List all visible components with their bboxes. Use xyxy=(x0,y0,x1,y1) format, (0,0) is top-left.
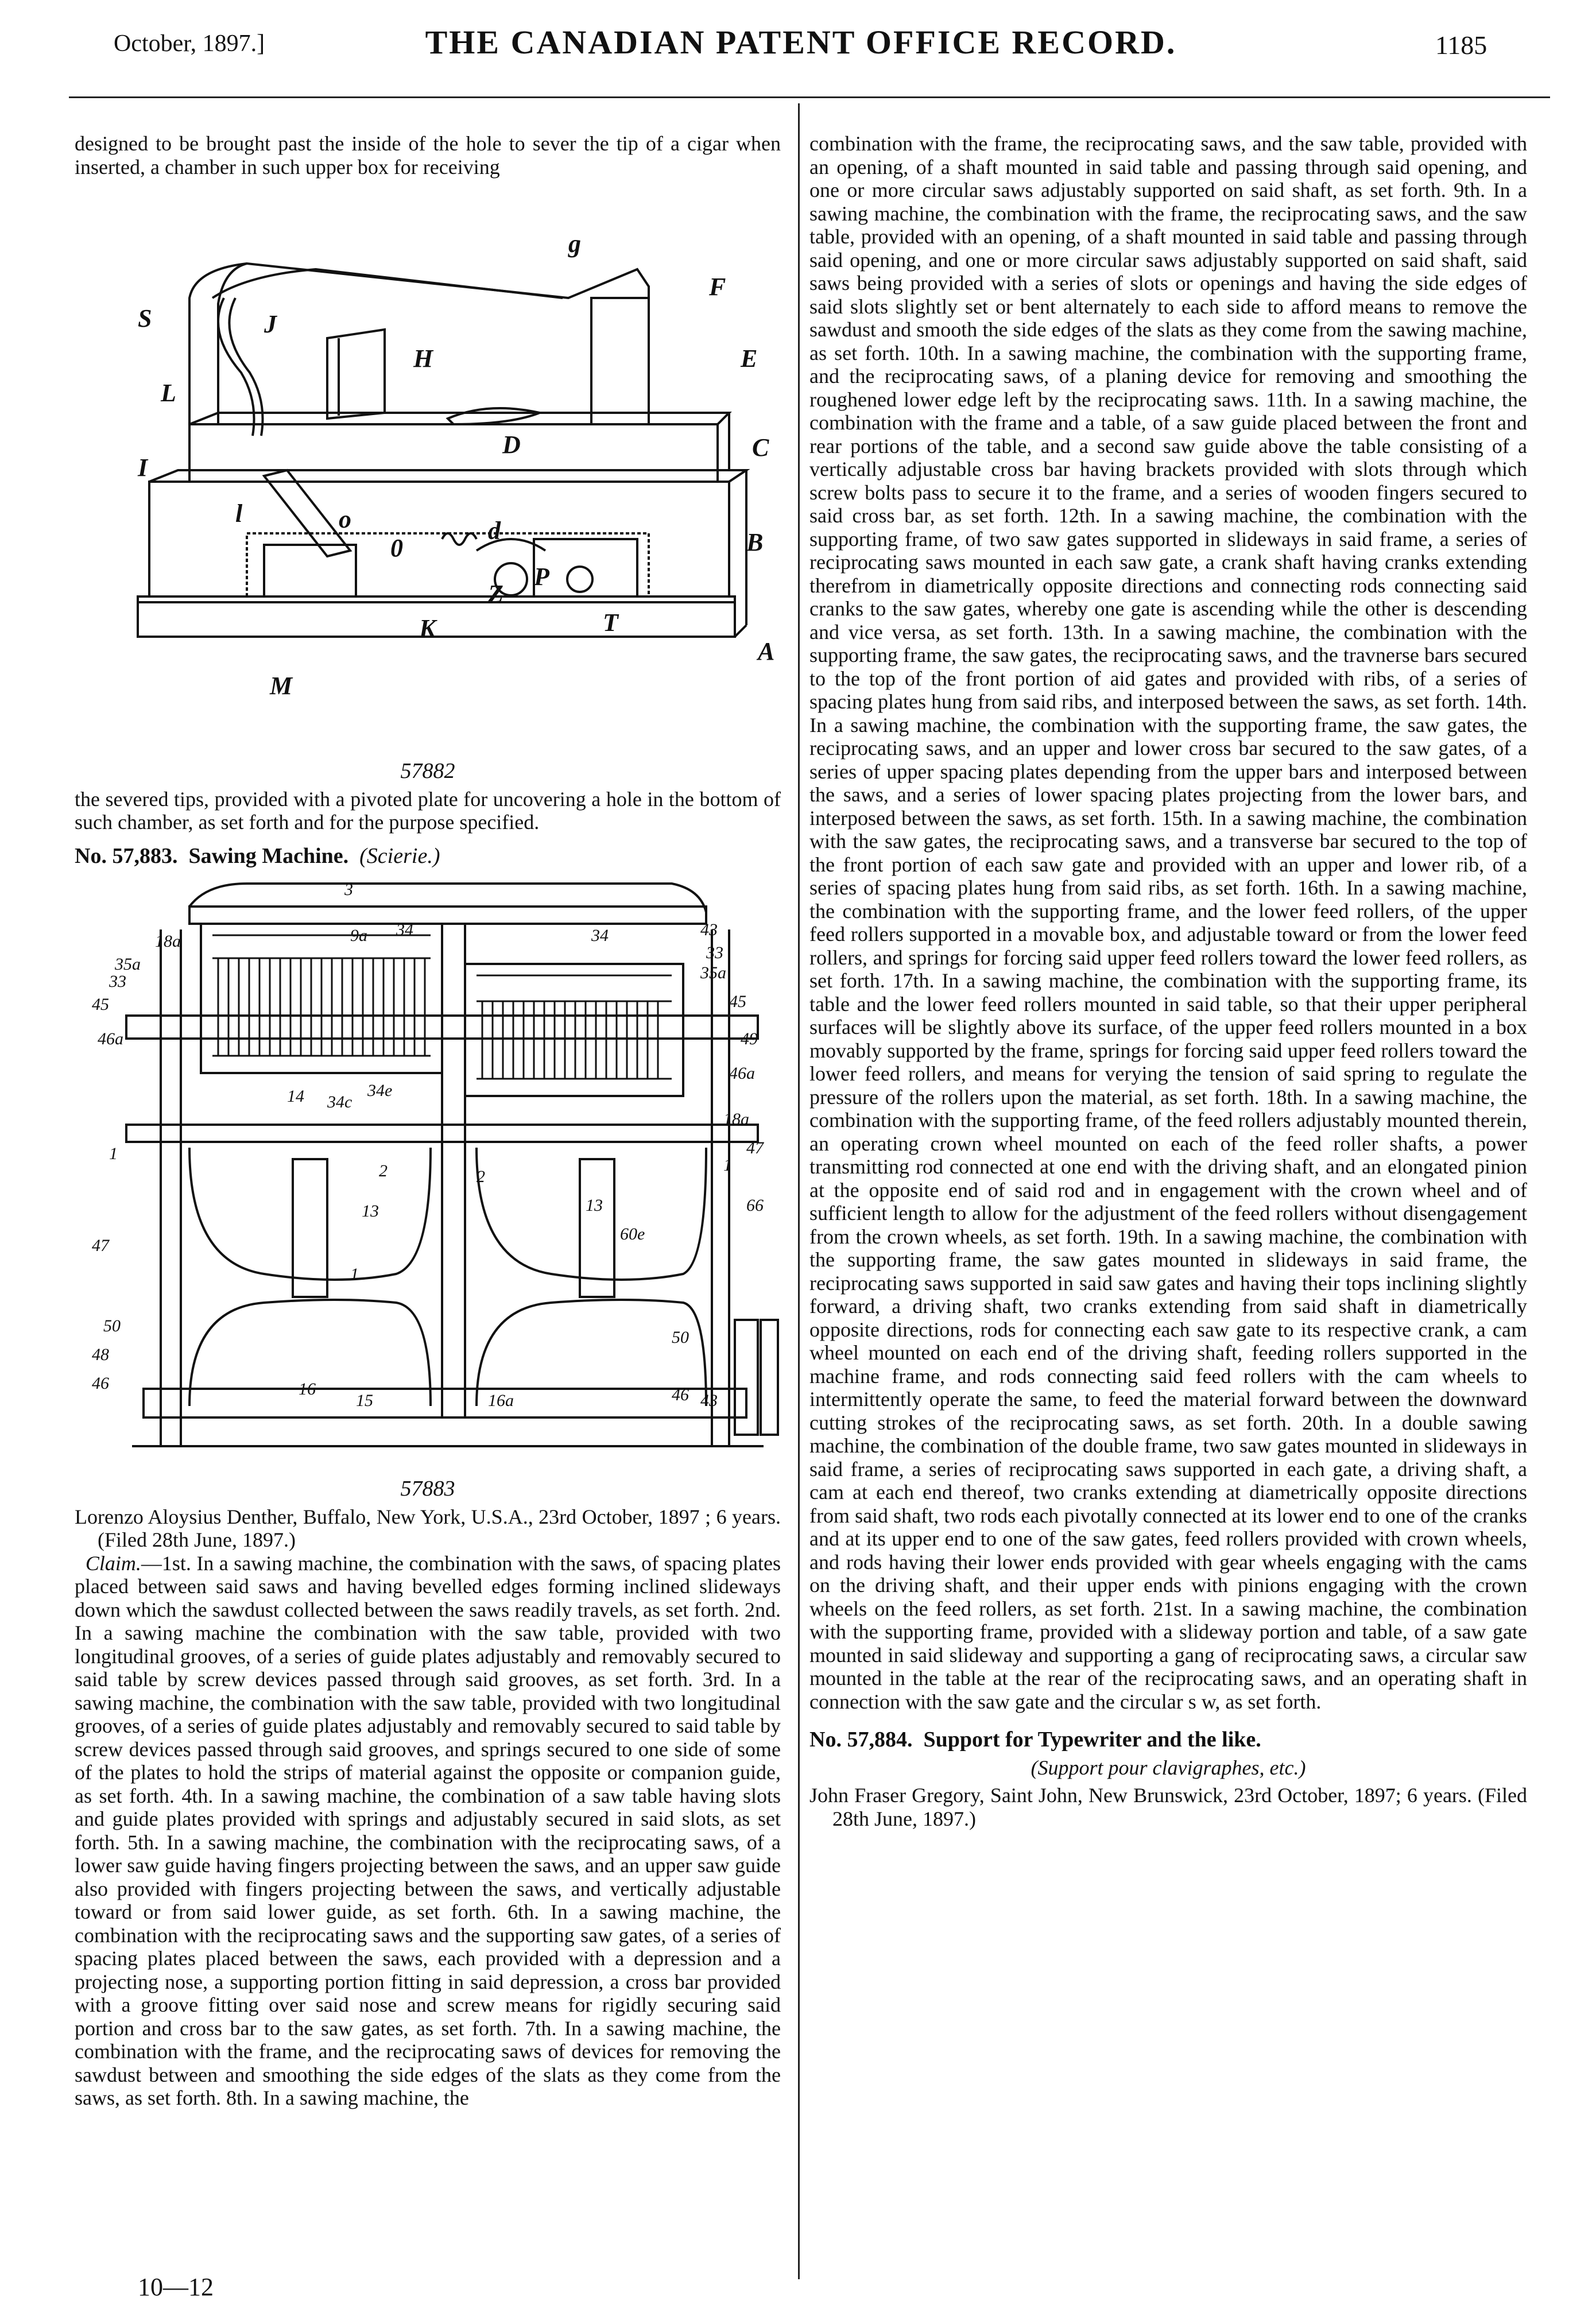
svg-text:18a: 18a xyxy=(723,1110,749,1129)
svg-text:34: 34 xyxy=(591,926,609,945)
page-signature: 10—12 xyxy=(138,2273,214,2301)
svg-text:16a: 16a xyxy=(488,1391,514,1410)
svg-text:47: 47 xyxy=(92,1236,109,1255)
fig1-label-P: P xyxy=(534,563,549,591)
fig1-label-I: I xyxy=(138,454,148,482)
svg-text:45: 45 xyxy=(92,995,109,1014)
claim-text: —1st. In a sawing machine, the combination with the saws, of spacing plates placed between said saws and having bevelled edges forming inclined slideways down which the sawdust collected between the saws readily travels, as set forth. 2nd. In a sawing machine the combination with the saw table, provided with two longitudinal grooves, of a series of guide plates adjustably and removably secured to said table by screw devices passed through said grooves, as set forth. 3rd. In a sawing machine, the combination with the saw table, provided with two longitudinal grooves, of a series of guide plates adjustably and removably secured to said table by screw devices passed through said grooves, and springs secured to one side of some of the plates to hold the strips of material against the opposite or companion guide, as set forth. 4th. In a sawing machine, the combination of a saw table having slots and guide plates provided with springs and adjustably secured in said slots, as set forth. 5th. In a sawing machine, the combination with the reciprocating saws, of a lower saw guide having fingers projecting between the saws, and an upper saw guide also provided with fingers projecting between the saws, and vertically adjustable toward or from said lower guide, as set forth. 6th. In a sawing machine, the combination with the reciprocating saws and the supporting saw gates, of a series of spacing plates placed between the saws, each provided with a depression and a projecting nose, a supporting portion fitting in said depression, a cross bar provided with a groove fitting over said nose and screw means for rigidly securing said portion and cross bar to the saw gates, as set forth. 7th. In a sawing machine, the combination with the frame, and the reciprocating saws of devices for removing the sawdust between and smoothing the side edges of the slats as they come from the saws, as set forth. 8th. In a sawing machine, the xyxy=(75,1551,781,2109)
fig1-label-g: g xyxy=(568,230,581,258)
fig1-label-H: H xyxy=(413,344,433,373)
svg-text:16: 16 xyxy=(299,1380,316,1399)
svg-text:46: 46 xyxy=(672,1385,689,1404)
right-column xyxy=(809,132,1527,1830)
figure-caption-57883: 57883 xyxy=(400,1477,455,1501)
page-number: 1185 xyxy=(1435,30,1487,60)
column-divider xyxy=(798,103,800,2279)
sawing-machine-drawing xyxy=(75,872,781,1475)
svg-text:34e: 34e xyxy=(367,1081,393,1100)
svg-text:43: 43 xyxy=(700,1391,718,1410)
after-figure-text: the severed tips, provided with a pivoted plate for uncovering a hole in the bottom of such chamber, as set forth and for the purpose specified. xyxy=(75,787,781,834)
fig1-label-C: C xyxy=(752,433,769,462)
fig1-label-F: F xyxy=(709,273,726,301)
entry-number-57884: No. 57,884. xyxy=(809,1727,913,1752)
svg-text:13: 13 xyxy=(586,1196,603,1215)
svg-text:14: 14 xyxy=(287,1087,304,1106)
fig1-label-d: d xyxy=(488,517,501,545)
intro-text: designed to be brought past the inside of the hole to sever the tip of a cigar when inserted, a chamber in such upper box for receiving xyxy=(75,132,781,179)
svg-text:46a: 46a xyxy=(729,1064,755,1083)
svg-text:3: 3 xyxy=(344,880,353,899)
claim-label: Claim. xyxy=(85,1551,141,1575)
figure-cigar-cutter xyxy=(75,183,781,783)
svg-text:46: 46 xyxy=(92,1374,109,1393)
entry-number: No. 57,883. xyxy=(75,843,178,868)
svg-text:1: 1 xyxy=(723,1156,732,1175)
entry-heading-57884 xyxy=(809,1728,1527,1752)
fig1-label-l: l xyxy=(235,499,243,528)
inventor-text: Lorenzo Aloysius Denther, Buffalo, New York, U.S.A., 23rd October, 1897 ; 6 years. (Filed 28th June, 1897.) xyxy=(75,1505,781,1551)
svg-text:2: 2 xyxy=(477,1167,485,1186)
cigar-cutter-drawing xyxy=(75,183,781,757)
fig1-label-K: K xyxy=(419,614,436,642)
fig1-label-E: E xyxy=(741,344,758,373)
svg-text:1: 1 xyxy=(109,1144,118,1163)
svg-text:47: 47 xyxy=(746,1138,764,1157)
svg-text:13: 13 xyxy=(362,1202,379,1221)
claim-continued: combination with the frame, the reciprocating saws, and the saw table, provided with an opening, of a shaft mounted in said table and passing through said opening, and one or more circular saws adjustably supported on said shaft, as set forth. 9th. In a sawing machine, the combination with the frame, the reciprocating saws, and the saw table, provided with an opening, of a shaft mounted in said table and passing through said opening, and one or more circular saws adjustably supported on said shaft, said saws being provided with a series of slots or openings and having the side edges of said slots slightly set or bent alternately to each side to afford means to remove the sawdust and smooth the side edges of the slats as they come from the sawing machine, as set forth. 10th. In a sawing machine, the combination with the supporting frame, and the reciprocating saws, of a planing device for removing and smoothing the roughened lower edge left by the reciprocating saws. 11th. In a sawing machine, the combination with the frame and a table, of a saw guide placed between the front and rear portions of the table, and a second saw guide above the table consisting of a vertically adjustable cross bar having brackets provided with slots through which screw bolts pass to secure it to the frame, and a series of wooden fingers secured to said cross bar, as set forth. 12th. In a sawing machine, the combination with the supporting frame, of two saw gates supported in slideways in said frame, a series of reciprocating saws mounted in each saw gate, a crank shaft having cranks extending therefrom in diametrically opposite directions and connecting rods connecting said cranks to the saw gates, whereby one gate is ascending while the other is descending and vice versa, as set forth. 13th. In a sawing machine, the combination with the supporting frame, the saw gates, the reciprocating saws, and the travnerse bars secured to the top of the front portion of aid gates and provided with ribs, of a series of spacing plates hung from said ribs, and interposed between the saws, as set forth. 14th. In a sawing machine, the combination with the supporting frame, the saw gates, the reciprocating saws, and an upper and lower cross bar secured to the saw gates, of a series of upper spacing plates depending from the upper bars and interposed between the saws, and a series of lower spacing plates projecting from the lower bars, and interposed between the saws, as set forth. 15th. In a sawing machine, the combination with the saw gates, the reciprocating saws, and a transverse bar secured to the top of the front portion of each saw gate and provided with an upper and lower rib, of a series of spacing plates hung from said ribs, as set forth. 16th. In a sawing machine, the combination with the supporting frame, and the lower feed rollers, of the upper feed rollers supported in a movable box, and adjustable toward or from the lower feed rollers, and springs for forcing said upper feed rollers toward the lower feed rollers, as set forth. 17th. In a sawing machine, the combination with the supporting frame, its table and the lower feed rollers mounted in said table, so that their upper peripheral surfaces will be slightly above its surface, of the upper feed rollers mounted in a box movably supported by the frame, springs for forcing said upper feed rollers toward the lower feed rollers, and means for verying the tension of said spring to regulate the pressure of the rollers upon the material, as set forth. 18th. In a sawing machine, the combination with the supporting frame, of the feed rollers adjustably mounted therein, an operating crown wheel mounted on each of the feed roller shafts, a power transmitting rod connected at one end with the driving shaft, and an elongated pinion at the opposite end of said rod and in engagement with the crown wheel and of sufficient length to allow for the adjustment of the feed rollers without disengagement from the crown wheels, as set forth. 19th. In a sawing machine, the combination with the supporting frame, the saw gates mounted in slideways in said frame, the reciprocating saws supported in said saw gates and having their tops inclining slightly forward, a driving shaft, two cranks extending from said shaft in diametrically opposite directions, rods for connecting each saw gate to its respective crank, a cam wheel mounted on each end of the driving shaft, feeding rollers supported in the machine frame, and rods connecting said feed rollers with the cam wheels to intermittently operate the same, to feed the material forward between the downward cutting strokes of the reciprocating saws, as set forth. 20th. In a double sawing machine, the combination of the double frame, two saw gates mounted in slideways in said frame, a series of reciprocating saws supported in each gate, a driving shaft, a cam at each end thereof, two cranks extending at diametrically opposite directions from said shaft, two rods each pivotally connected at its lower end to one of the cranks and at its upper end to one of the saw gates, feed rollers provided with crown wheels, and rods having their lower ends provided with gear wheels engaging with the cams on the driving shaft, and their upper ends with pinions engaging with the crown wheels on the feed rollers, as set forth. 21st. In a sawing machine, the combination with the supporting frame, provided with a slideway portion and table, of a saw gate mounted in said slideway and supporting a gang of reciprocating saws, a circular saw mounted in the table at the rear of the reciprocating saws, and an operating shaft in connection with the saw gate and the circular s w, as set forth. xyxy=(809,132,1527,1713)
svg-text:60e: 60e xyxy=(620,1225,645,1244)
entry-title-57884: Support for Typewriter and the like. xyxy=(923,1727,1261,1752)
fig1-label-S: S xyxy=(138,304,152,332)
fig1-label-J: J xyxy=(264,310,277,338)
fig1-label-T: T xyxy=(603,609,618,637)
svg-text:46a: 46a xyxy=(98,1029,123,1048)
fig1-label-B: B xyxy=(746,528,764,556)
svg-text:50: 50 xyxy=(103,1316,121,1335)
svg-text:45: 45 xyxy=(729,992,746,1011)
svg-text:33: 33 xyxy=(109,972,126,991)
left-column xyxy=(75,132,781,2110)
header-title: THE CANADIAN PATENT OFFICE RECORD. xyxy=(425,24,1177,61)
svg-text:43: 43 xyxy=(700,920,718,939)
svg-text:66: 66 xyxy=(746,1196,764,1215)
figure-caption-57882: 57882 xyxy=(400,759,455,783)
svg-text:34c: 34c xyxy=(327,1093,352,1111)
svg-text:35a: 35a xyxy=(700,963,726,982)
fig1-label-0: 0 xyxy=(390,534,403,562)
svg-text:33: 33 xyxy=(706,943,723,962)
svg-text:9a: 9a xyxy=(350,926,367,945)
fig1-label-M: M xyxy=(270,672,293,700)
svg-text:15: 15 xyxy=(356,1391,373,1410)
svg-text:49: 49 xyxy=(741,1029,758,1048)
fig1-label-D: D xyxy=(502,431,521,459)
header-rule xyxy=(69,96,1550,98)
svg-text:34: 34 xyxy=(396,920,413,939)
figure-sawing-machine xyxy=(75,872,781,1501)
fig1-label-Z: Z xyxy=(488,580,503,608)
svg-text:35a: 35a xyxy=(115,955,141,974)
fig1-label-L: L xyxy=(161,379,176,407)
svg-text:1: 1 xyxy=(350,1265,359,1284)
claim-paragraph xyxy=(75,1552,781,2110)
fig1-label-o: o xyxy=(339,505,351,533)
svg-text:18a: 18a xyxy=(155,932,181,951)
inventor-text-57884: John Fraser Gregory, Saint John, New Brunswick, 23rd October, 1897; 6 years. (Filed 28th June, 1897.) xyxy=(809,1784,1527,1830)
svg-text:50: 50 xyxy=(672,1328,689,1347)
entry-french-title: (Scierie.) xyxy=(359,843,440,868)
entry-heading-57883 xyxy=(75,845,781,868)
entry-title: Sawing Machine. xyxy=(188,843,349,868)
entry-french-title-57884: (Support pour clavigraphes, etc.) xyxy=(1031,1756,1306,1779)
header-date: October, 1897.] xyxy=(114,30,265,57)
svg-text:2: 2 xyxy=(379,1161,388,1180)
fig1-label-A: A xyxy=(758,637,775,665)
svg-text:48: 48 xyxy=(92,1345,109,1364)
